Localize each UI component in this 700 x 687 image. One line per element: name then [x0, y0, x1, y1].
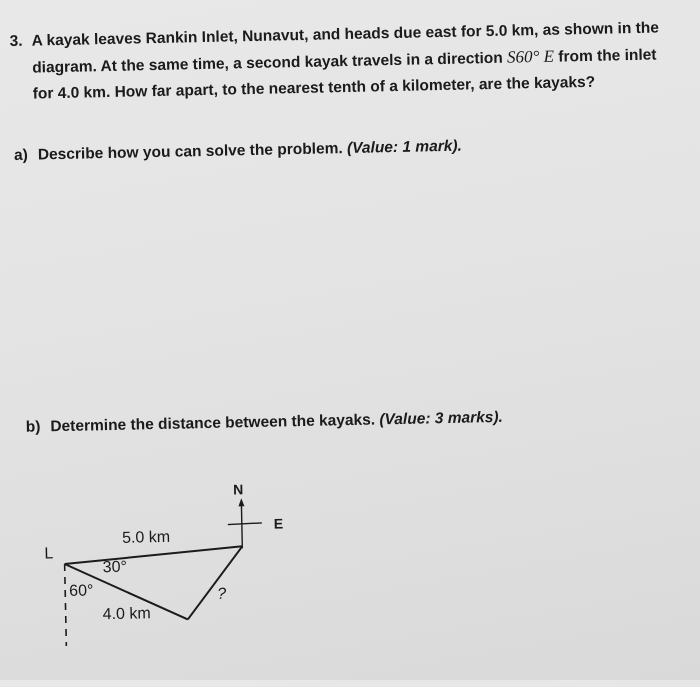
question-number: 3.: [9, 32, 23, 51]
part-a-value: (Value: 1 mark).: [346, 137, 463, 158]
part-b-text: Determine the distance between the kayaks.: [50, 411, 376, 436]
unknown-side-line: [186, 546, 243, 619]
part-a-letter: a): [13, 146, 29, 164]
question-line-1: A kayak leaves Rankin Inlet, Nunavut, and heads due east for 5.0 km, as shown in the: [31, 19, 660, 50]
question-line-3: for 4.0 km. How far apart, to the nearest tenth of a kilometer, are the kayaks?: [32, 73, 596, 103]
part-b-value: (Value: 3 marks).: [379, 408, 504, 429]
compass-east-line: [228, 523, 262, 525]
part-b-letter: b): [25, 418, 41, 436]
question-line-2-end: from the inlet: [553, 46, 657, 66]
compass-north-label: N: [232, 481, 244, 498]
vertex-label-l: L: [44, 545, 54, 563]
side-east-label: 5.0 km: [121, 528, 171, 547]
direction-bearing: S60° E: [506, 46, 555, 67]
east-side-line: [64, 546, 242, 564]
part-a-text: Describe how you can solve the problem.: [37, 140, 343, 164]
south-reference-line: [65, 564, 67, 646]
north-arrow-icon: [238, 498, 244, 506]
question-line-2-start: diagram. At the same time, a second kayak travels in a direction: [32, 49, 508, 77]
angle-60-label: 60°: [69, 582, 94, 600]
unknown-side-label: ?: [217, 585, 227, 603]
compass-east-label: E: [273, 515, 284, 532]
side-southeast-label: 4.0 km: [102, 605, 151, 624]
angle-30-label: 30°: [102, 558, 128, 577]
compass-north-line: [241, 502, 242, 548]
